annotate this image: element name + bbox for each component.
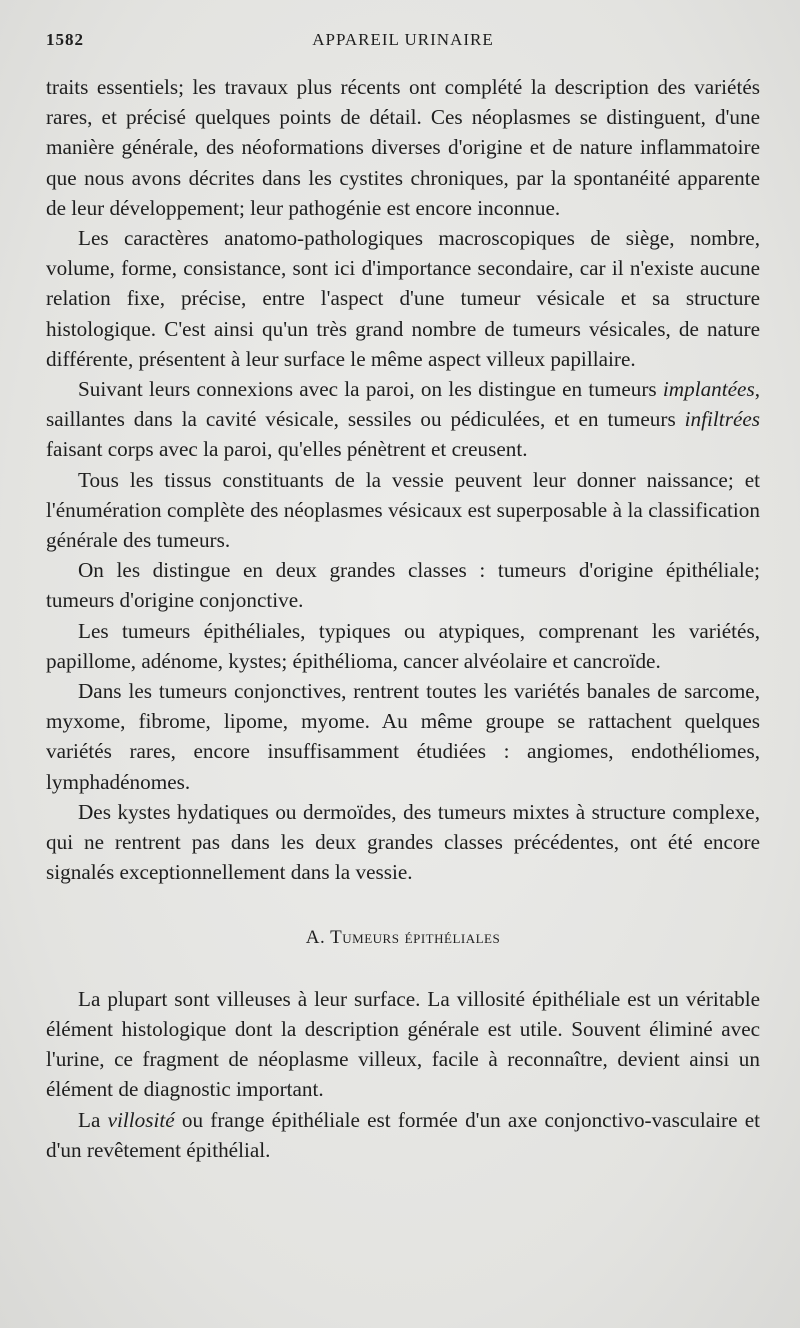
running-title: APPAREIL URINAIRE — [312, 30, 494, 49]
paragraph-3 — [46, 374, 760, 465]
term-infiltrees: infiltrées — [684, 407, 760, 432]
paragraph-3-text-c: faisant corps avec la paroi, qu'elles pénètrent et creusent. — [46, 437, 528, 462]
paragraph-5: On les distingue en deux grandes classes : tumeurs d'origine épithéliale; tumeurs d'origine conjonctive. — [46, 558, 760, 613]
paragraph-8: Des kystes hydatiques ou dermoïdes, des tumeurs mixtes à structure complexe, qui ne rentrent pas dans les deux grandes classes précédentes, ont été encore signalés exceptionnellement dans la vessie. — [46, 799, 760, 885]
section-title: A. Tumeurs épithéliales — [305, 927, 501, 949]
term-implantees: implantées — [662, 377, 755, 402]
term-villosite: villosité — [107, 1107, 175, 1132]
page-body — [46, 72, 760, 1165]
paragraph-6: Les tumeurs épithéliales, typiques ou atypiques, comprenant les variétés, papillome, adénome, kystes; épithélioma, cancer alvéolaire et cancroïde. — [46, 618, 760, 673]
paragraph-2: Les caractères anatomo-pathologiques macroscopiques de siège, nombre, volume, forme, consistance, sont ici d'importance secondaire, car il n'existe aucune relation fixe, précise, entre l'aspect d'une tumeur vésicale et sa structure histologique. C'est ainsi qu'un très grand nombre de tumeurs vésicales, de nature différente, présentent à leur surface le même aspect villeux papillaire. — [46, 226, 760, 371]
paragraph-4: Tous les tissus constituants de la vessie peuvent leur donner naissance; et l'énumération complète des néoplasmes vésicaux est superposable à la classification générale des tumeurs. — [46, 467, 760, 553]
page-header — [46, 30, 760, 58]
section-paragraph-2-text-a: La — [78, 1107, 108, 1132]
paragraph-3-text-a: Suivant leurs connexions avec la paroi, on les distingue en tumeurs — [78, 377, 663, 402]
page-number: 1582 — [46, 30, 84, 49]
section-paragraph-1: La plupart sont villeuses à leur surface. La villosité épithéliale est un véritable élément histologique dont la description générale est utile. Souvent éliminé avec l'urine, ce fragment de néoplasme villeux, facile à reconnaître, devient ainsi un élément de diagnostic important. — [46, 986, 760, 1102]
section-paragraph-2 — [46, 1105, 760, 1165]
paragraph-1: traits essentiels; les travaux plus récents ont complété la description des variétés rares, et précisé quelques points de détail. Ces néoplasmes se distinguent, d'une manière générale, des néoformations diverses d'origine et de nature inflammatoire que nous avons décrites dans les cystites chroniques, par la spontanéité apparente de leur développement; leur pathogénie est encore inconnue. — [46, 75, 760, 220]
paragraph-7: Dans les tumeurs conjonctives, rentrent toutes les variétés banales de sarcome, myxome, fibrome, lipome, myome. Au même groupe se rattachent quelques variétés rares, encore insuffisamment étudiées : angiomes, endothéliomes, lymphadénomes. — [46, 679, 760, 794]
section-paragraph-2-text-b: ou frange épithéliale est formée d'un axe conjonctivo-vasculaire et d'un revêtement épithélial. — [46, 1107, 760, 1162]
paragraph-3-text-b: , saillantes dans la cavité vésicale, sessiles ou pédiculées, et en tumeurs — [46, 377, 760, 432]
